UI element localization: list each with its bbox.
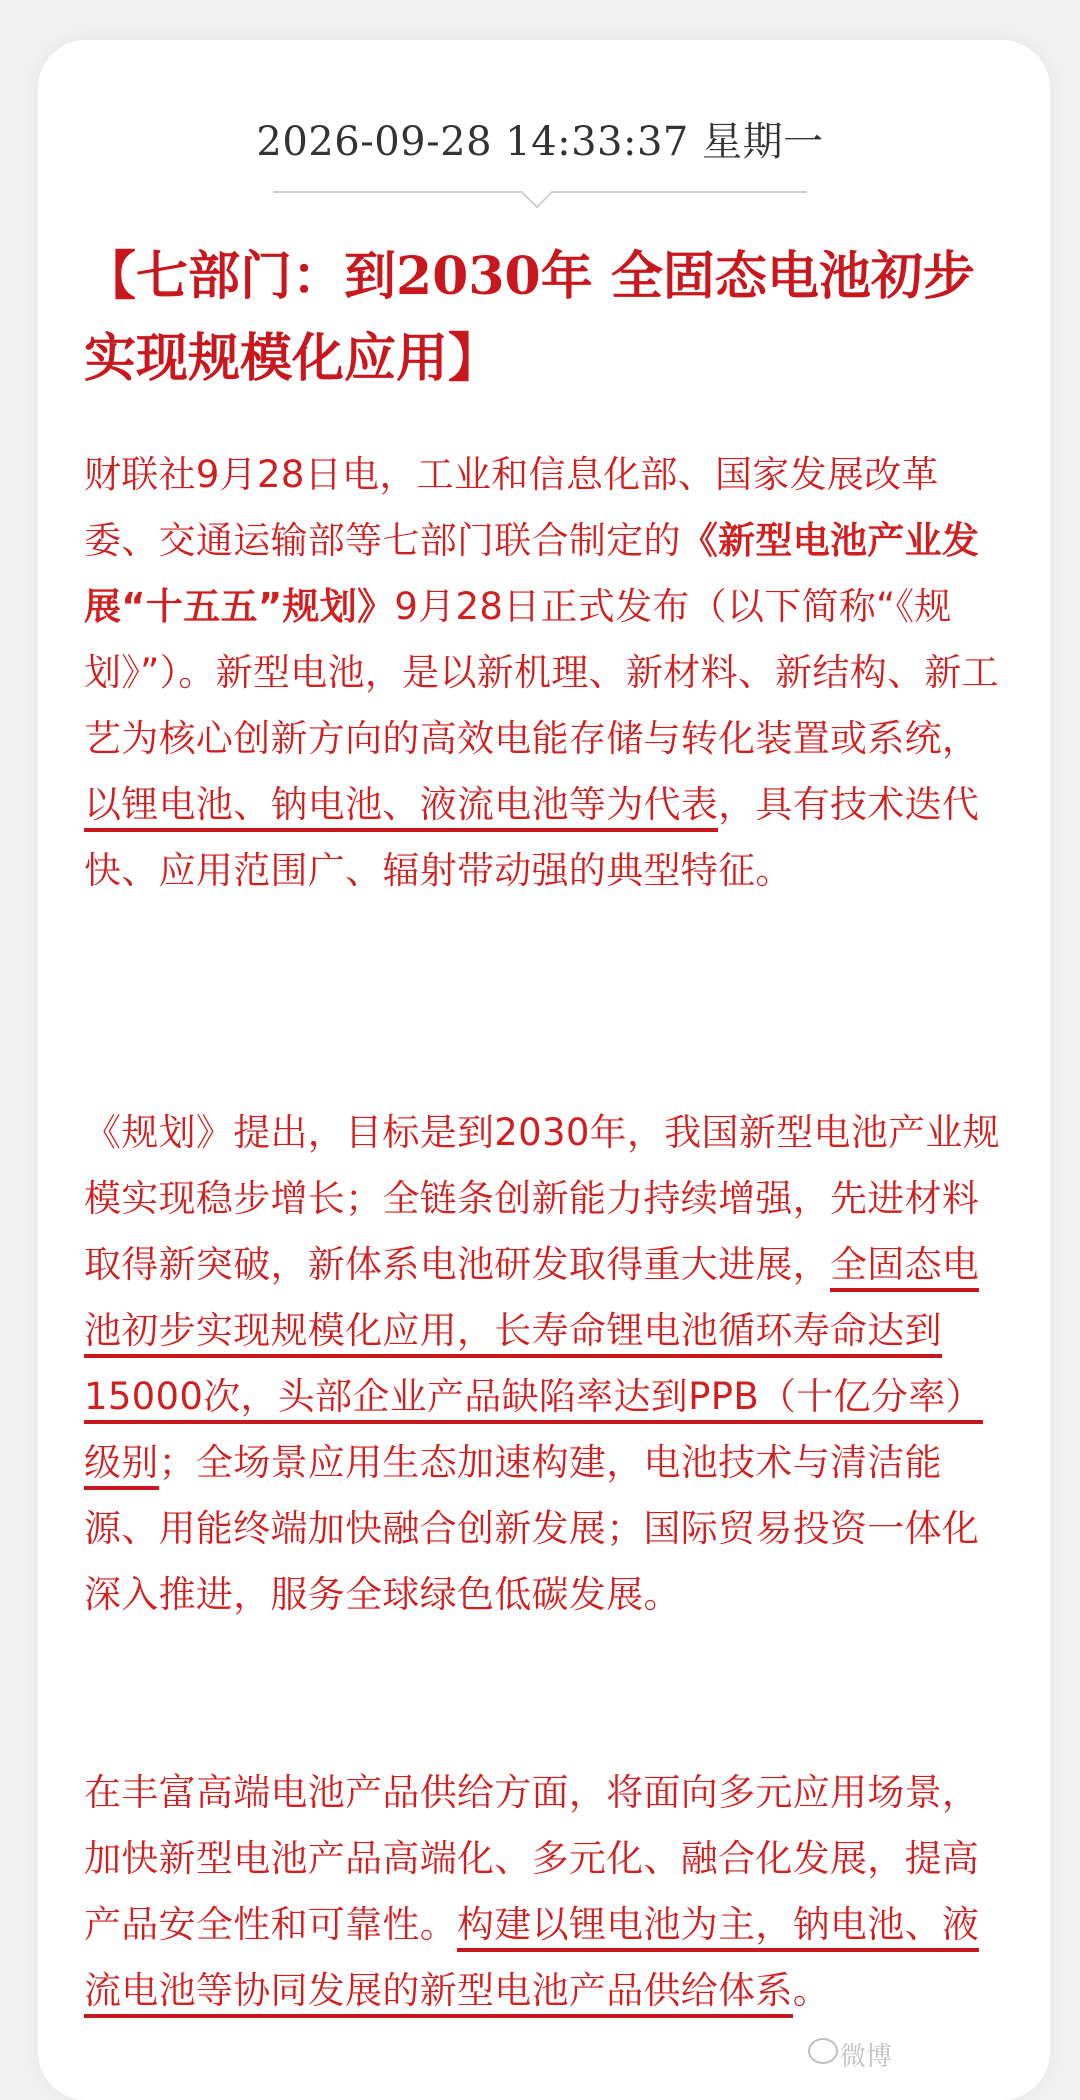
paragraph-1 — [84, 442, 1004, 904]
p1-text-c: 9月28日正式发布（以下简称“《规划》”）。新型电池，是以新机理、新材料、新结构、新工艺为核心创新方向的高效电能存储与转化装置或系统， — [84, 585, 999, 760]
plan-title-emphasis: 《新型电池产业发展“十五五”规划》 — [84, 519, 980, 628]
paragraph-3 — [84, 1760, 1004, 2024]
weibo-logo-icon — [808, 2038, 838, 2064]
datetime-label: 2026-09-28 14:33:37 星期一 — [256, 119, 824, 165]
p3-text-c: 。 — [792, 1969, 831, 2012]
p3-underlined-text: 构建以锂电池为主，钠电池、液流电池等协同发展的新型电池产品供给体系 — [84, 1903, 979, 2018]
p1-text-e: ，具有技术迭代快、应用范围广、辐射带动强的典型特征。 — [84, 783, 980, 892]
p2-text-c: ；全场景应用生态加速构建，电池技术与清洁能源、用能终端加快融合创新发展；国际贸易投资一体化深入推进，服务全球绿色低碳发展。 — [84, 1441, 980, 1616]
p1-text-a: 财联社9月28日电，工业和信息化部、国家发展改革委、交通运输部等七部门联合制定的 — [84, 453, 939, 562]
p3-text-a: 在丰富高端电池产品供给方面，将面向多元应用场景，加快新型电池产品高端化、多元化、融合化发展，提高产品安全性和可靠性。 — [84, 1771, 980, 1946]
p2-underlined-text: 全固态电池初步实现规模化应用，长寿命锂电池循环寿命达到15000次，头部企业产品缺陷率达到PPB（十亿分率）级别 — [84, 1243, 983, 1490]
watermark: 微博 — [840, 2042, 893, 2072]
p2-text-a: 《规划》提出，目标是到2030年，我国新型电池产业规模实现稳步增长；全链条创新能力持续增强，先进材料取得新突破，新体系电池研发取得重大进展， — [84, 1111, 1000, 1286]
paragraph-2 — [84, 1100, 1004, 1628]
p1-underlined-text: 以锂电池、钠电池、液流电池等为代表 — [84, 783, 718, 832]
headline: 【七部门：到2030年 全固态电池初步实现规模化应用】 — [84, 246, 975, 389]
